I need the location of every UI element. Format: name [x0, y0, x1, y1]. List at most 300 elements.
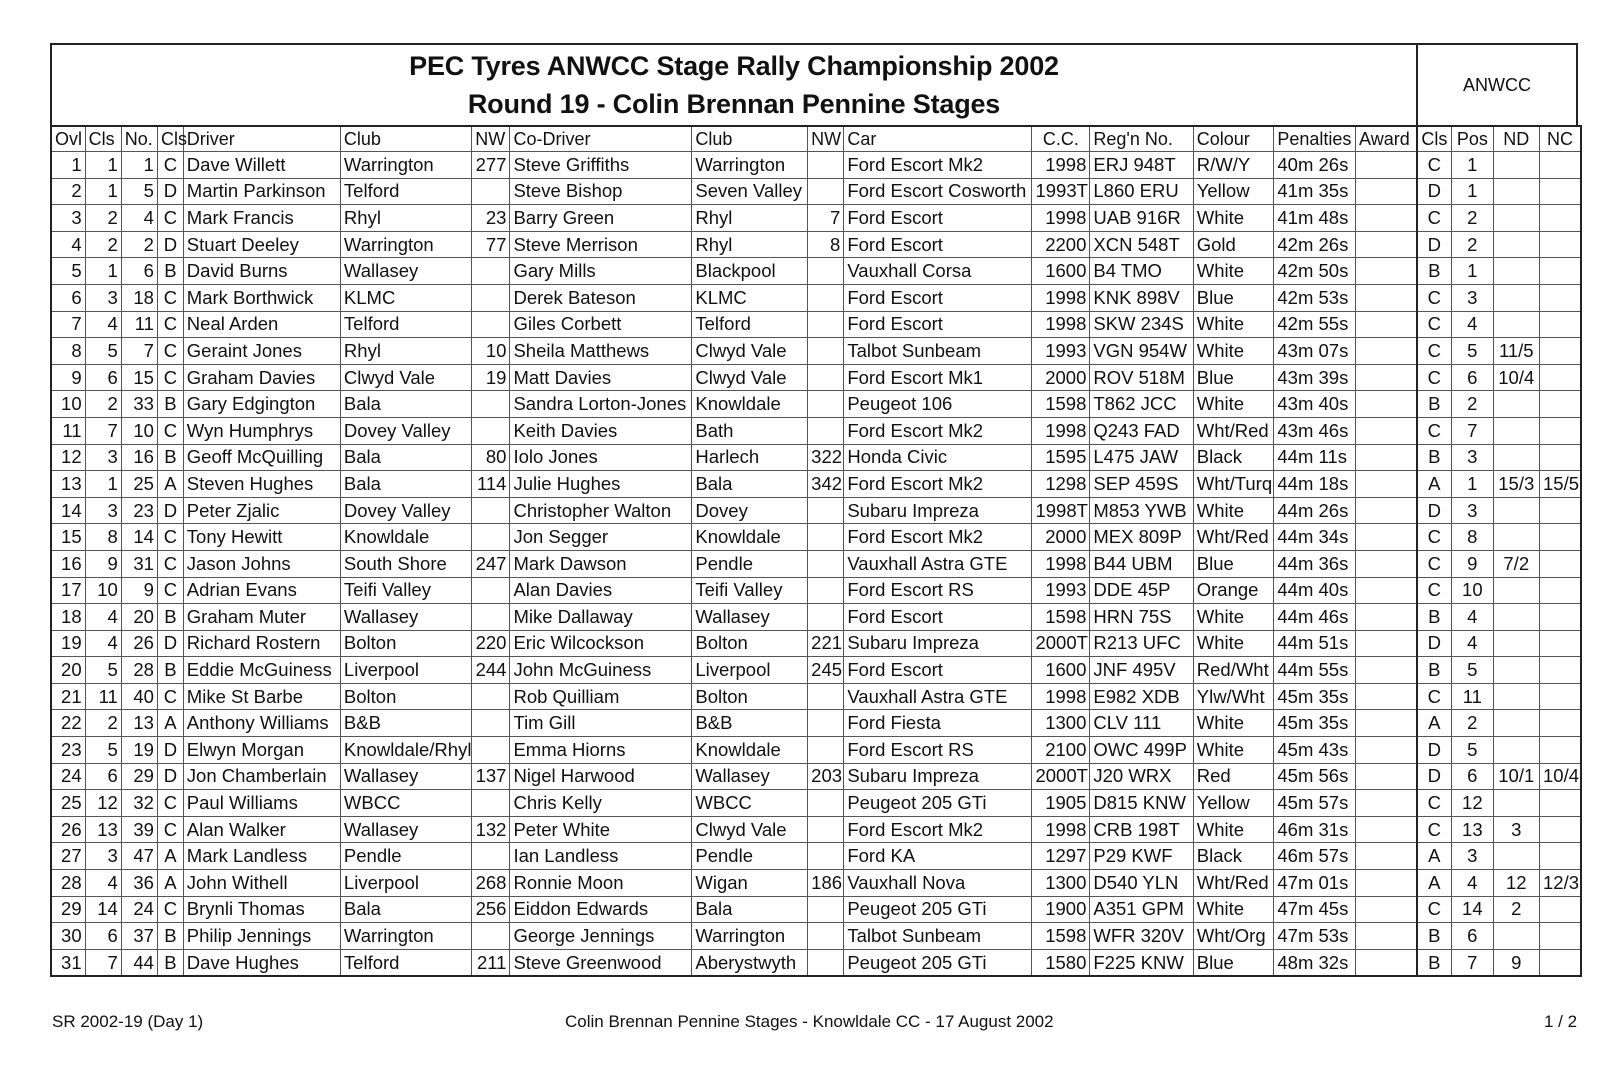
cell-award: [1356, 338, 1417, 365]
cell-anwcc-cls: C: [1417, 896, 1452, 923]
cell-club: Warrington: [340, 923, 471, 950]
cell-nd: [1493, 923, 1540, 950]
cell-nw: [472, 417, 510, 444]
cell-colour: White: [1193, 497, 1274, 524]
cell-co-nw: [808, 524, 844, 551]
cell-nd: [1493, 843, 1540, 870]
cell-no: 6: [121, 258, 157, 285]
cell-co-club: WBCC: [692, 790, 808, 817]
cell-cls-letter: B: [157, 657, 183, 684]
cell-nc: [1540, 205, 1581, 232]
cell-cls-letter: D: [157, 231, 183, 258]
cell-nc: [1540, 896, 1581, 923]
cell-nc: [1540, 683, 1581, 710]
cell-no: 15: [121, 364, 157, 391]
cell-penalties: 44m 18s: [1274, 471, 1356, 498]
cell-award: [1356, 205, 1417, 232]
cell-club: South Shore: [340, 550, 471, 577]
cell-reg-no: Q243 FAD: [1090, 417, 1193, 444]
cell-reg-no: R213 UFC: [1090, 630, 1193, 657]
cell-co-nw: [808, 949, 844, 976]
cell-no: 10: [121, 417, 157, 444]
cell-reg-no: HRN 75S: [1090, 604, 1193, 631]
cell-anwcc-cls: A: [1417, 710, 1452, 737]
cell-anwcc-cls: C: [1417, 152, 1452, 179]
cell-nc: [1540, 444, 1581, 471]
cell-cc: 1300: [1032, 870, 1090, 897]
cell-ovl: 1: [51, 152, 85, 179]
cell-no: 39: [121, 816, 157, 843]
cell-pos: 11: [1452, 683, 1493, 710]
cell-driver: Geoff McQuilling: [183, 444, 340, 471]
cell-anwcc-cls: A: [1417, 870, 1452, 897]
cell-nd: [1493, 178, 1540, 205]
cell-pos: 6: [1452, 364, 1493, 391]
cell-pos: 6: [1452, 923, 1493, 950]
cell-nd: [1493, 284, 1540, 311]
cell-co-club: Pendle: [692, 843, 808, 870]
cell-pos: 3: [1452, 497, 1493, 524]
cell-ovl: 21: [51, 683, 85, 710]
cell-nd: [1493, 391, 1540, 418]
col-header-co-club: Club: [692, 126, 808, 152]
cell-ovl: 3: [51, 205, 85, 232]
cell-cls-letter: C: [157, 417, 183, 444]
cell-cls: 6: [85, 364, 121, 391]
col-header-club: Club: [340, 126, 471, 152]
cell-anwcc-cls: D: [1417, 178, 1452, 205]
cell-nc: [1540, 790, 1581, 817]
cell-cls: 3: [85, 497, 121, 524]
cell-colour: Ylw/Wht: [1193, 683, 1274, 710]
cell-car: Ford Escort: [844, 604, 1032, 631]
cell-cls: 4: [85, 870, 121, 897]
cell-co-club: Telford: [692, 311, 808, 338]
cell-nc: [1540, 604, 1581, 631]
cell-penalties: 45m 56s: [1274, 763, 1356, 790]
cell-nw: 19: [472, 364, 510, 391]
cell-reg-no: M853 YWB: [1090, 497, 1193, 524]
cell-co-club: Teifi Valley: [692, 577, 808, 604]
cell-award: [1356, 843, 1417, 870]
cell-nd: 10/1: [1493, 763, 1540, 790]
cell-award: [1356, 417, 1417, 444]
cell-nd: 12: [1493, 870, 1540, 897]
cell-nc: [1540, 178, 1581, 205]
cell-reg-no: P29 KWF: [1090, 843, 1193, 870]
cell-nc: [1540, 258, 1581, 285]
cell-cls: 9: [85, 550, 121, 577]
col-header-co-driver: Co-Driver: [510, 126, 692, 152]
cell-cls: 5: [85, 338, 121, 365]
cell-nw: [472, 790, 510, 817]
cell-anwcc-cls: C: [1417, 338, 1452, 365]
col-header-nd: ND: [1493, 126, 1540, 152]
cell-no: 33: [121, 391, 157, 418]
cell-car: Ford Escort Mk2: [844, 417, 1032, 444]
cell-award: [1356, 816, 1417, 843]
table-row: [51, 630, 1581, 657]
cell-nw: 77: [472, 231, 510, 258]
cell-colour: Yellow: [1193, 790, 1274, 817]
cell-penalties: 45m 43s: [1274, 737, 1356, 764]
cell-co-nw: [808, 284, 844, 311]
cell-anwcc-cls: D: [1417, 630, 1452, 657]
footer-right: 1 / 2: [1544, 1012, 1578, 1031]
cell-co-nw: 203: [808, 763, 844, 790]
cell-nc: [1540, 417, 1581, 444]
cell-cls-letter: B: [157, 949, 183, 976]
cell-nc: [1540, 630, 1581, 657]
cell-nw: 256: [472, 896, 510, 923]
cell-ovl: 23: [51, 737, 85, 764]
cell-cc: 1998: [1032, 205, 1090, 232]
cell-colour: Wht/Red: [1193, 417, 1274, 444]
cell-cls: 7: [85, 949, 121, 976]
cell-co-club: Bala: [692, 471, 808, 498]
cell-co-driver: Chris Kelly: [510, 790, 692, 817]
cell-club: Dovey Valley: [340, 497, 471, 524]
cell-anwcc-cls: D: [1417, 497, 1452, 524]
cell-nd: [1493, 790, 1540, 817]
cell-cc: 1598: [1032, 391, 1090, 418]
cell-penalties: 47m 45s: [1274, 896, 1356, 923]
cell-nc: [1540, 497, 1581, 524]
cell-no: 47: [121, 843, 157, 870]
table-row: [51, 710, 1581, 737]
cell-reg-no: L860 ERU: [1090, 178, 1193, 205]
col-header-car: Car: [844, 126, 1032, 152]
cell-ovl: 16: [51, 550, 85, 577]
cell-reg-no: WFR 320V: [1090, 923, 1193, 950]
cell-pos: 5: [1452, 657, 1493, 684]
cell-cc: 1998: [1032, 683, 1090, 710]
cell-cls: 3: [85, 444, 121, 471]
cell-co-nw: [808, 843, 844, 870]
cell-colour: Wht/Org: [1193, 923, 1274, 950]
cell-anwcc-cls: D: [1417, 763, 1452, 790]
cell-driver: Jason Johns: [183, 550, 340, 577]
cell-car: Ford Escort Mk2: [844, 471, 1032, 498]
cell-co-driver: Mark Dawson: [510, 550, 692, 577]
cell-cls: 11: [85, 683, 121, 710]
results-sheet: [50, 43, 1578, 977]
cell-club: Liverpool: [340, 870, 471, 897]
cell-award: [1356, 870, 1417, 897]
cell-reg-no: B44 UBM: [1090, 550, 1193, 577]
cell-co-driver: Ian Landless: [510, 843, 692, 870]
cell-penalties: 44m 40s: [1274, 577, 1356, 604]
cell-anwcc-cls: C: [1417, 524, 1452, 551]
cell-co-club: Liverpool: [692, 657, 808, 684]
cell-reg-no: KNK 898V: [1090, 284, 1193, 311]
cell-car: Ford Escort: [844, 311, 1032, 338]
cell-colour: White: [1193, 311, 1274, 338]
cell-cls-letter: C: [157, 152, 183, 179]
cell-anwcc-cls: B: [1417, 258, 1452, 285]
cell-nw: 114: [472, 471, 510, 498]
cell-driver: John Withell: [183, 870, 340, 897]
cell-cls-letter: A: [157, 843, 183, 870]
cell-colour: Blue: [1193, 284, 1274, 311]
cell-nw: [472, 311, 510, 338]
cell-colour: White: [1193, 391, 1274, 418]
page-title: PEC Tyres ANWCC Stage Rally Championship 2002: [409, 51, 1059, 81]
cell-nc: [1540, 710, 1581, 737]
cell-nw: 277: [472, 152, 510, 179]
cell-driver: Adrian Evans: [183, 577, 340, 604]
cell-driver: Paul Williams: [183, 790, 340, 817]
cell-co-driver: Keith Davies: [510, 417, 692, 444]
cell-driver: Graham Muter: [183, 604, 340, 631]
cell-penalties: 45m 35s: [1274, 710, 1356, 737]
cell-nc: [1540, 364, 1581, 391]
cell-co-club: Bolton: [692, 630, 808, 657]
cell-nw: 211: [472, 949, 510, 976]
cell-cc: 2200: [1032, 231, 1090, 258]
cell-reg-no: SKW 234S: [1090, 311, 1193, 338]
cell-club: B&B: [340, 710, 471, 737]
cell-nc: [1540, 657, 1581, 684]
cell-car: Ford Escort Mk2: [844, 152, 1032, 179]
cell-anwcc-cls: D: [1417, 737, 1452, 764]
cell-anwcc-cls: C: [1417, 577, 1452, 604]
cell-ovl: 15: [51, 524, 85, 551]
cell-reg-no: F225 KNW: [1090, 949, 1193, 976]
cell-nd: [1493, 577, 1540, 604]
cell-ovl: 20: [51, 657, 85, 684]
cell-anwcc-cls: C: [1417, 284, 1452, 311]
cell-cls-letter: C: [157, 205, 183, 232]
cell-co-driver: Derek Bateson: [510, 284, 692, 311]
cell-colour: White: [1193, 258, 1274, 285]
cell-colour: Red: [1193, 763, 1274, 790]
cell-anwcc-cls: C: [1417, 311, 1452, 338]
cell-driver: Anthony Williams: [183, 710, 340, 737]
cell-colour: Red/Wht: [1193, 657, 1274, 684]
cell-reg-no: VGN 954W: [1090, 338, 1193, 365]
cell-cls: 5: [85, 657, 121, 684]
cell-car: Ford Escort Mk2: [844, 816, 1032, 843]
cell-co-club: Bath: [692, 417, 808, 444]
cell-cc: 1993: [1032, 338, 1090, 365]
cell-reg-no: ROV 518M: [1090, 364, 1193, 391]
cell-cls-letter: A: [157, 710, 183, 737]
cell-nc: [1540, 737, 1581, 764]
table-body: [51, 152, 1581, 977]
cell-driver: David Burns: [183, 258, 340, 285]
cell-driver: Mark Landless: [183, 843, 340, 870]
cell-cc: 2000T: [1032, 630, 1090, 657]
cell-no: 24: [121, 896, 157, 923]
cell-anwcc-cls: C: [1417, 816, 1452, 843]
cell-reg-no: SEP 459S: [1090, 471, 1193, 498]
cell-no: 25: [121, 471, 157, 498]
cell-no: 37: [121, 923, 157, 950]
cell-nw: [472, 178, 510, 205]
col-header-driver: Driver: [183, 126, 340, 152]
cell-no: 1: [121, 152, 157, 179]
cell-car: Ford Escort: [844, 205, 1032, 232]
cell-cc: 1600: [1032, 258, 1090, 285]
cell-pos: 6: [1452, 763, 1493, 790]
cell-co-driver: Peter White: [510, 816, 692, 843]
cell-award: [1356, 657, 1417, 684]
cell-co-nw: [808, 923, 844, 950]
cell-award: [1356, 364, 1417, 391]
cell-co-driver: George Jennings: [510, 923, 692, 950]
cell-car: Vauxhall Nova: [844, 870, 1032, 897]
cell-nw: 137: [472, 763, 510, 790]
cell-cls-letter: C: [157, 816, 183, 843]
cell-pos: 1: [1452, 178, 1493, 205]
cell-driver: Martin Parkinson: [183, 178, 340, 205]
cell-nc: 12/3: [1540, 870, 1581, 897]
cell-co-nw: [808, 577, 844, 604]
cell-co-driver: Jon Segger: [510, 524, 692, 551]
cell-cls: 6: [85, 923, 121, 950]
cell-reg-no: A351 GPM: [1090, 896, 1193, 923]
cell-driver: Steven Hughes: [183, 471, 340, 498]
cell-nd: [1493, 231, 1540, 258]
cell-cls-letter: C: [157, 524, 183, 551]
cell-nc: [1540, 923, 1581, 950]
cell-co-driver: Sandra Lorton-Jones: [510, 391, 692, 418]
cell-pos: 3: [1452, 444, 1493, 471]
footer-left: SR 2002-19 (Day 1): [52, 1012, 204, 1031]
cell-penalties: 40m 26s: [1274, 152, 1356, 179]
cell-co-club: Bolton: [692, 683, 808, 710]
cell-anwcc-cls: B: [1417, 604, 1452, 631]
cell-cc: 1998: [1032, 152, 1090, 179]
cell-colour: Black: [1193, 843, 1274, 870]
cell-award: [1356, 497, 1417, 524]
cell-anwcc-cls: C: [1417, 364, 1452, 391]
cell-co-nw: [808, 737, 844, 764]
col-header-ovl: Ovl: [51, 126, 85, 152]
cell-ovl: 28: [51, 870, 85, 897]
cell-reg-no: CLV 111: [1090, 710, 1193, 737]
cell-co-driver: Steve Merrison: [510, 231, 692, 258]
cell-award: [1356, 577, 1417, 604]
cell-car: Subaru Impreza: [844, 630, 1032, 657]
cell-penalties: 44m 46s: [1274, 604, 1356, 631]
col-header-cc: C.C.: [1032, 126, 1090, 152]
cell-nd: [1493, 683, 1540, 710]
cell-car: Peugeot 106: [844, 391, 1032, 418]
cell-award: [1356, 710, 1417, 737]
cell-nd: 7/2: [1493, 550, 1540, 577]
cell-club: Bolton: [340, 630, 471, 657]
cell-co-club: KLMC: [692, 284, 808, 311]
cell-car: Subaru Impreza: [844, 497, 1032, 524]
cell-co-club: Clwyd Vale: [692, 338, 808, 365]
cell-pos: 12: [1452, 790, 1493, 817]
cell-award: [1356, 737, 1417, 764]
table-row: [51, 657, 1581, 684]
cell-cc: 1993: [1032, 577, 1090, 604]
cell-reg-no: XCN 548T: [1090, 231, 1193, 258]
cell-award: [1356, 444, 1417, 471]
cell-pos: 5: [1452, 338, 1493, 365]
cell-pos: 14: [1452, 896, 1493, 923]
cell-car: Peugeot 205 GTi: [844, 949, 1032, 976]
cell-no: 44: [121, 949, 157, 976]
cell-no: 5: [121, 178, 157, 205]
cell-co-nw: [808, 391, 844, 418]
cell-co-nw: [808, 816, 844, 843]
cell-penalties: 44m 34s: [1274, 524, 1356, 551]
cell-cls: 1: [85, 258, 121, 285]
cell-reg-no: CRB 198T: [1090, 816, 1193, 843]
cell-cls: 2: [85, 231, 121, 258]
cell-co-driver: Mike Dallaway: [510, 604, 692, 631]
cell-nd: [1493, 417, 1540, 444]
cell-ovl: 2: [51, 178, 85, 205]
cell-car: Subaru Impreza: [844, 763, 1032, 790]
cell-anwcc-cls: D: [1417, 231, 1452, 258]
cell-penalties: 44m 11s: [1274, 444, 1356, 471]
footer-center: Colin Brennan Pennine Stages - Knowldale CC - 17 August 2002: [565, 1012, 1054, 1031]
cell-club: Wallasey: [340, 763, 471, 790]
cell-pos: 13: [1452, 816, 1493, 843]
cell-colour: Black: [1193, 444, 1274, 471]
cell-co-driver: Steve Griffiths: [510, 152, 692, 179]
cell-cls: 2: [85, 710, 121, 737]
cell-cls: 1: [85, 152, 121, 179]
cell-co-club: Aberystwyth: [692, 949, 808, 976]
cell-co-nw: [808, 790, 844, 817]
cell-colour: Wht/Red: [1193, 524, 1274, 551]
cell-ovl: 30: [51, 923, 85, 950]
cell-cls: 3: [85, 843, 121, 870]
cell-nw: 247: [472, 550, 510, 577]
cell-car: Ford Escort: [844, 231, 1032, 258]
cell-club: Knowldale/Rhyl: [340, 737, 471, 764]
col-header-nw: NW: [472, 126, 510, 152]
table-row: [51, 471, 1581, 498]
cell-co-driver: Sheila Matthews: [510, 338, 692, 365]
cell-cls: 5: [85, 737, 121, 764]
cell-co-driver: Rob Quilliam: [510, 683, 692, 710]
cell-no: 7: [121, 338, 157, 365]
cell-anwcc-cls: B: [1417, 657, 1452, 684]
cell-ovl: 22: [51, 710, 85, 737]
cell-colour: White: [1193, 338, 1274, 365]
cell-club: KLMC: [340, 284, 471, 311]
col-header-anwcc-cls: Cls: [1417, 126, 1452, 152]
cell-co-driver: Christopher Walton: [510, 497, 692, 524]
cell-co-nw: 221: [808, 630, 844, 657]
cell-no: 29: [121, 763, 157, 790]
cell-co-driver: Eiddon Edwards: [510, 896, 692, 923]
cell-nc: 10/4: [1540, 763, 1581, 790]
cell-ovl: 11: [51, 417, 85, 444]
cell-cc: 1298: [1032, 471, 1090, 498]
cell-nw: [472, 284, 510, 311]
cell-nc: 15/5: [1540, 471, 1581, 498]
cell-nw: [472, 737, 510, 764]
cell-car: Ford Fiesta: [844, 710, 1032, 737]
cell-co-nw: [808, 497, 844, 524]
cell-club: Bala: [340, 471, 471, 498]
cell-co-nw: [808, 417, 844, 444]
cell-no: 13: [121, 710, 157, 737]
cell-co-driver: Emma Hiorns: [510, 737, 692, 764]
cell-cls-letter: C: [157, 683, 183, 710]
cell-cls: 12: [85, 790, 121, 817]
cell-nd: 15/3: [1493, 471, 1540, 498]
